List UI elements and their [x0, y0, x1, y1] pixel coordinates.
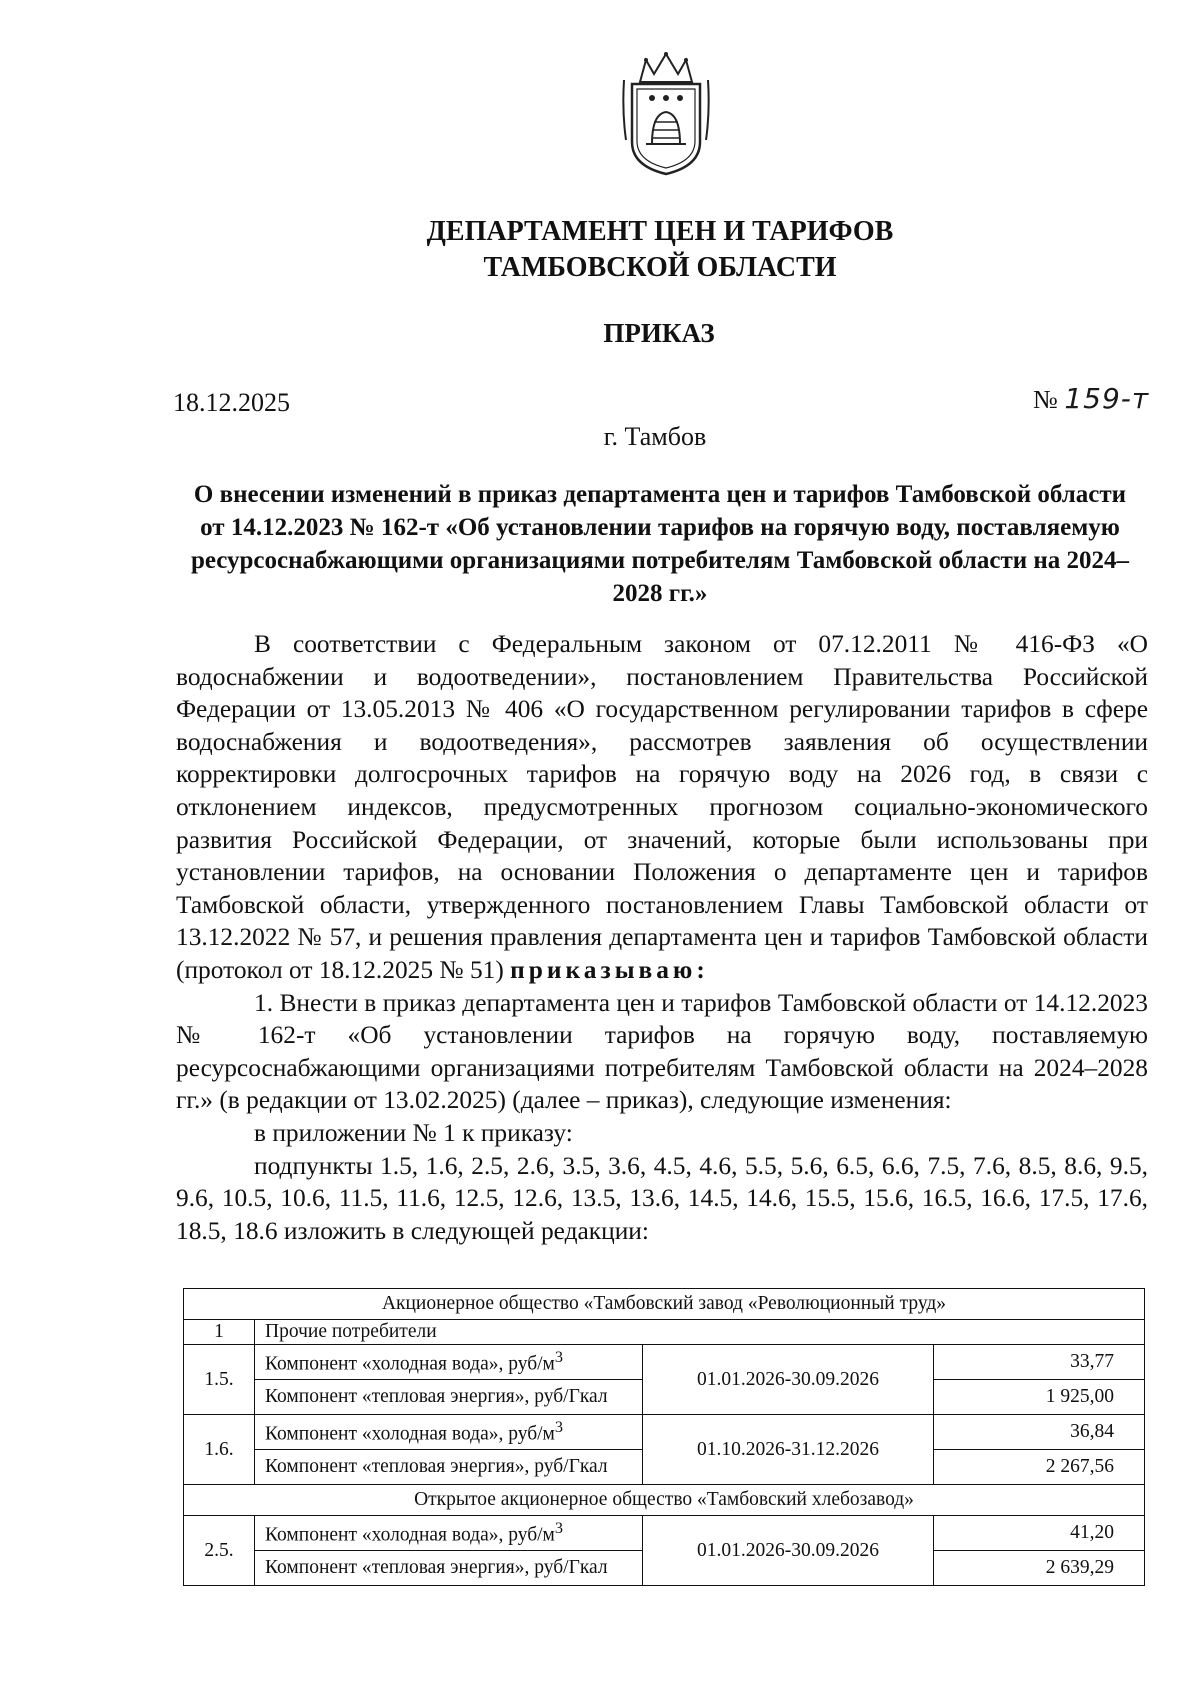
group-index-cell: 1: [184, 1320, 255, 1345]
row-index-cell: 1.5.: [184, 1345, 255, 1415]
component-cell: [255, 1516, 643, 1551]
table-row: [184, 1516, 1145, 1551]
value-cell: 36,84: [934, 1415, 1145, 1450]
unit-superscript: 3: [554, 1418, 564, 1437]
org-header-row: [184, 1289, 1145, 1320]
value-cell: 1 925,00: [934, 1380, 1145, 1415]
component-cell: Компонент «тепловая энергия», руб/Гкал: [255, 1450, 643, 1485]
order-subject: О внесении изменений в приказ департамента цен и тарифов Тамбовской области от 14.12.2023 № 162-т «Об установлении тарифов на горячую воду, поставляемую ресурсоснабжающими организациями потребителям Тамбовской области на 2024–2028 гг.»: [190, 481, 1130, 607]
subitems-paragraph: подпункты 1.5, 1.6, 2.5, 2.6, 3.5, 3.6, 4.5, 4.6, 5.5, 5.6, 6.5, 6.6, 7.5, 7.6, 8.5, 8.6, 9.5, 9.6, 10.5, 10.6, 11.5, 11.6, 12.5, 12.6, 13.5, 13.6, 14.5, 14.6, 15.5, 15.6, 16.5, 16.6, 17.5, 17.6, 18.5, 18.6 изложить в следующей редакции:: [176, 1151, 1148, 1245]
item-1-paragraph: 1. Внести в приказ департамента цен и тарифов Тамбовской области от 14.12.2023 № 162-т «Об установлении тарифов на горячую воду, поставляемую ресурсоснабжающими организациями потребителям Тамбовской области на 2024–2028 гг.» (в редакции от 13.02.2025) (далее – приказ), следующие изменения:: [176, 988, 1148, 1115]
department-line-2: ТАМБОВСКОЙ ОБЛАСТИ: [483, 252, 837, 283]
org-name-cell: Акционерное общество «Тамбовский завод «Революционный труд»: [184, 1289, 1145, 1320]
component-cell: [255, 1345, 643, 1380]
component-label: Компонент «холодная вода», руб/м: [265, 1353, 555, 1375]
order-word: приказываю:: [510, 955, 709, 984]
table-row: [184, 1345, 1145, 1380]
org-header-row: [184, 1485, 1145, 1516]
order-body: [176, 628, 1148, 1247]
component-label: Компонент «холодная вода», руб/м: [265, 1423, 555, 1445]
handwritten-number: 159-т: [1064, 382, 1150, 415]
preamble-paragraph: [176, 628, 1148, 987]
row-index-cell: 1.6.: [184, 1415, 255, 1485]
unit-superscript: 3: [554, 1348, 564, 1367]
unit-superscript: 3: [554, 1519, 564, 1538]
table-row: [184, 1415, 1145, 1450]
tambov-coat-of-arms-icon: [618, 52, 714, 178]
tariffs-table: [183, 1288, 1145, 1586]
period-cell: 01.10.2026-31.12.2026: [643, 1415, 934, 1485]
group-label-cell: Прочие потребители: [255, 1320, 1145, 1345]
doc-type-title: ПРИКАЗ: [603, 318, 715, 348]
order-number: [1033, 382, 1149, 415]
department-line-1: ДЕПАРТАМЕНТ ЦЕН И ТАРИФОВ: [426, 216, 894, 247]
period-cell: 01.01.2026-30.09.2026: [643, 1345, 934, 1415]
appendix-paragraph: в приложении № 1 к приказу:: [254, 1118, 573, 1147]
number-sign: №: [1033, 385, 1058, 414]
value-cell: 2 639,29: [934, 1551, 1145, 1586]
value-cell: 2 267,56: [934, 1450, 1145, 1485]
period-cell: 01.01.2026-30.09.2026: [643, 1516, 934, 1586]
group-row: [184, 1320, 1145, 1345]
department-name: [0, 214, 1200, 286]
org-name-cell: Открытое акционерное общество «Тамбовский хлебозавод»: [184, 1485, 1145, 1516]
component-cell: [255, 1415, 643, 1450]
row-index-cell: 2.5.: [184, 1516, 255, 1586]
value-cell: 41,20: [934, 1516, 1145, 1551]
preamble-text: В соответствии с Федеральным законом от 07.12.2011 № 416-ФЗ «О водоснабжении и водоотведении», постановлением Правительства Российской Федерации от 13.05.2013 № 406 «О государственном регулировании тарифов в сфере водоснабжения и водоотведения», рассмотрев заявления об осуществлении корректировки долгосрочных тарифов на горячую воду на 2026 год, в связи с отклонением индексов, предусмотренных прогнозом социально-экономического развития Российской Федерации, от значений, которые были использованы при установлении тарифов, на основании Положения о департаменте цен и тарифов Тамбовской области, утвержденного постановлением Главы Тамбовской области от 13.12.2022 № 57, и решения правления департамента цен и тарифов Тамбовской области (протокол от 18.12.2025 № 51): [176, 630, 1148, 984]
component-cell: Компонент «тепловая энергия», руб/Гкал: [255, 1551, 643, 1586]
value-cell: 33,77: [934, 1345, 1145, 1380]
order-city: г. Тамбов: [603, 422, 707, 451]
order-date: 18.12.2025: [173, 388, 290, 417]
component-cell: Компонент «тепловая энергия», руб/Гкал: [255, 1380, 643, 1415]
component-label: Компонент «холодная вода», руб/м: [265, 1524, 555, 1546]
